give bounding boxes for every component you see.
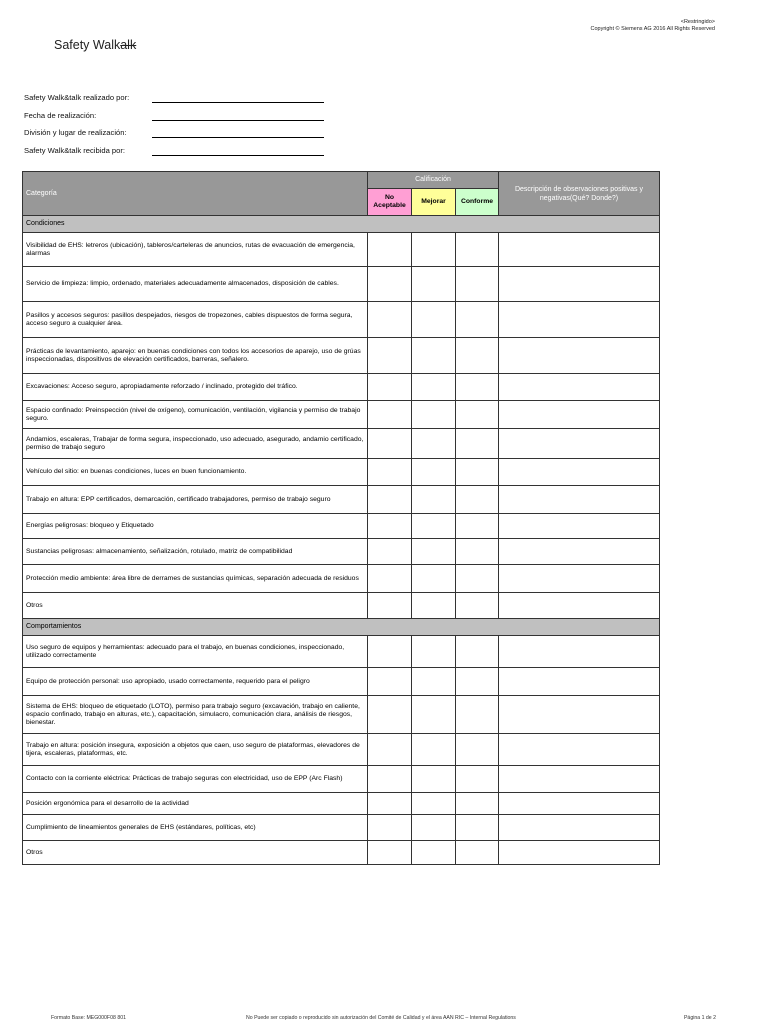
document-header-right	[590, 19, 715, 33]
rating-cell-conforme[interactable]	[456, 636, 499, 668]
classification-label: <Restringido>	[680, 19, 715, 25]
rating-cell-conforme[interactable]	[456, 539, 499, 565]
rating-cell-conforme[interactable]	[456, 766, 499, 793]
signature-line[interactable]	[152, 137, 324, 138]
item-description: Pasillos y accesos seguros: pasillos despejados, riesgos de tropezones, cables dispuestos de forma segura, acceso seguro a cualquier área.	[23, 302, 368, 338]
rating-cell-no-aceptable[interactable]	[368, 514, 412, 539]
observation-cell[interactable]	[499, 815, 660, 841]
footer-notice: No Puede ser copiado o reproducido sin autorización del Comité de Calidad y el área AAN RIC – Internal Regulations	[246, 1015, 516, 1021]
signature-line[interactable]	[152, 102, 324, 103]
observation-cell[interactable]	[499, 302, 660, 338]
rating-cell-no-aceptable[interactable]	[368, 766, 412, 793]
header-category: Categoría	[23, 172, 368, 216]
item-description: Servicio de limpieza: limpio, ordenado, materiales adecuadamente almacenados, disposición de cables.	[23, 267, 368, 302]
rating-cell-mejorar[interactable]	[412, 486, 456, 514]
rating-cell-mejorar[interactable]	[412, 429, 456, 459]
table-row	[23, 815, 660, 841]
rating-cell-conforme[interactable]	[456, 486, 499, 514]
rating-cell-no-aceptable[interactable]	[368, 429, 412, 459]
header-mejorar: Mejorar	[412, 189, 456, 216]
item-description: Contacto con la corriente eléctrica: Prácticas de trabajo seguras con electricidad, uso de EPP (Arc Flash)	[23, 766, 368, 793]
table-row	[23, 734, 660, 766]
item-description: Otros	[23, 841, 368, 865]
header-rating: Calificación	[368, 172, 499, 189]
rating-cell-mejorar[interactable]	[412, 565, 456, 593]
observation-cell[interactable]	[499, 374, 660, 401]
rating-cell-conforme[interactable]	[456, 841, 499, 865]
section-row	[23, 216, 660, 233]
item-description: Posición ergonómica para el desarrollo de la actividad	[23, 793, 368, 815]
rating-cell-no-aceptable[interactable]	[368, 668, 412, 696]
header-description: Descripción de observaciones positivas y negativas(Qué? Donde?)	[499, 172, 660, 216]
field-label: Safety Walk&talk realizado por:	[24, 93, 130, 102]
observation-cell[interactable]	[499, 267, 660, 302]
observation-cell[interactable]	[499, 766, 660, 793]
rating-cell-mejorar[interactable]	[412, 401, 456, 429]
rating-cell-no-aceptable[interactable]	[368, 841, 412, 865]
rating-cell-mejorar[interactable]	[412, 514, 456, 539]
table-row	[23, 841, 660, 865]
table-row	[23, 696, 660, 734]
observation-cell[interactable]	[499, 734, 660, 766]
table-row	[23, 401, 660, 429]
item-description: Protección medio ambiente: área libre de derrames de sustancias químicas, separación adecuada de residuos	[23, 565, 368, 593]
title-struck: alk	[120, 38, 137, 52]
rating-cell-no-aceptable[interactable]	[368, 565, 412, 593]
rating-cell-no-aceptable[interactable]	[368, 486, 412, 514]
rating-cell-conforme[interactable]	[456, 267, 499, 302]
rating-cell-no-aceptable[interactable]	[368, 374, 412, 401]
header-no-aceptable: No Aceptable	[368, 189, 412, 216]
observation-cell[interactable]	[499, 696, 660, 734]
rating-cell-no-aceptable[interactable]	[368, 793, 412, 815]
observation-cell[interactable]	[499, 514, 660, 539]
rating-cell-conforme[interactable]	[456, 459, 499, 486]
observation-cell[interactable]	[499, 233, 660, 267]
item-description: Andamios, escaleras, Trabajar de forma segura, inspeccionado, uso adecuado, asegurado, andamio certificado, permiso de trabajo seguro	[23, 429, 368, 459]
rating-cell-mejorar[interactable]	[412, 374, 456, 401]
rating-cell-conforme[interactable]	[456, 565, 499, 593]
rating-cell-no-aceptable[interactable]	[368, 696, 412, 734]
rating-cell-conforme[interactable]	[456, 668, 499, 696]
copyright-notice: Copyright © Siemens AG 2016 All Rights Reserved	[590, 26, 715, 32]
rating-cell-mejorar[interactable]	[412, 302, 456, 338]
checklist-table	[22, 171, 660, 865]
field-label: Safety Walk&talk recibida por:	[24, 146, 126, 156]
table-row	[23, 668, 660, 696]
rating-cell-mejorar[interactable]	[412, 841, 456, 865]
table-row	[23, 338, 660, 374]
table-row	[23, 636, 660, 668]
rating-cell-mejorar[interactable]	[412, 793, 456, 815]
table-row	[23, 565, 660, 593]
rating-cell-no-aceptable[interactable]	[368, 401, 412, 429]
table-row	[23, 766, 660, 793]
observation-cell[interactable]	[499, 459, 660, 486]
rating-cell-no-aceptable[interactable]	[368, 459, 412, 486]
observation-cell[interactable]	[499, 429, 660, 459]
table-row	[23, 302, 660, 338]
rating-cell-mejorar[interactable]	[412, 815, 456, 841]
observation-cell[interactable]	[499, 338, 660, 374]
rating-cell-mejorar[interactable]	[412, 459, 456, 486]
page-title	[54, 38, 136, 52]
rating-cell-conforme[interactable]	[456, 815, 499, 841]
rating-cell-mejorar[interactable]	[412, 338, 456, 374]
rating-cell-conforme[interactable]	[456, 696, 499, 734]
rating-cell-no-aceptable[interactable]	[368, 302, 412, 338]
rating-cell-conforme[interactable]	[456, 401, 499, 429]
table-row	[23, 233, 660, 267]
rating-cell-mejorar[interactable]	[412, 668, 456, 696]
field-label: División y lugar de realización:	[24, 128, 127, 138]
item-description: Otros	[23, 593, 368, 619]
field-label: Fecha de realización:	[24, 110, 97, 120]
rating-cell-no-aceptable[interactable]	[368, 734, 412, 766]
observation-cell[interactable]	[499, 486, 660, 514]
item-description: Trabajo en altura: EPP certificados, demarcación, certificado trabajadores, permiso de trabajo seguro	[23, 486, 368, 514]
rating-cell-conforme[interactable]	[456, 302, 499, 338]
table-row	[23, 374, 660, 401]
table-row	[23, 459, 660, 486]
rating-cell-mejorar[interactable]	[412, 233, 456, 267]
rating-cell-mejorar[interactable]	[412, 766, 456, 793]
rating-cell-mejorar[interactable]	[412, 636, 456, 668]
observation-cell[interactable]	[499, 668, 660, 696]
item-description: Cumplimiento de lineamientos generales de EHS (estándares, políticas, etc)	[23, 815, 368, 841]
observation-cell[interactable]	[499, 565, 660, 593]
table-row	[23, 539, 660, 565]
footer-page-number: Página 1 de 2	[683, 1015, 716, 1021]
table-row	[23, 593, 660, 619]
item-description: Excavaciones: Acceso seguro, apropiadamente reforzado / inclinado, protegido del tráfico.	[23, 374, 368, 401]
table-row	[23, 267, 660, 302]
rating-cell-mejorar[interactable]	[412, 734, 456, 766]
rating-cell-no-aceptable[interactable]	[368, 338, 412, 374]
rating-cell-conforme[interactable]	[456, 374, 499, 401]
section-title: Comportamientos	[23, 619, 660, 636]
rating-cell-mejorar[interactable]	[412, 696, 456, 734]
rating-cell-mejorar[interactable]	[412, 539, 456, 565]
footer-form-code: Formato Base: MEG000F08 801	[51, 1015, 126, 1021]
rating-cell-conforme[interactable]	[456, 338, 499, 374]
rating-cell-mejorar[interactable]	[412, 593, 456, 619]
rating-cell-no-aceptable[interactable]	[368, 593, 412, 619]
item-description: Visibilidad de EHS: letreros (ubicación), tableros/carteleras de anuncios, rutas de evacuación de emergencia, alarmas	[23, 233, 368, 267]
rating-cell-conforme[interactable]	[456, 593, 499, 619]
item-description: Trabajo en altura: posición insegura, exposición a objetos que caen, uso seguro de plataformas, elevadores de tijera, escaleras, plataformas, etc.	[23, 734, 368, 766]
table-row	[23, 514, 660, 539]
rating-cell-no-aceptable[interactable]	[368, 636, 412, 668]
rating-cell-conforme[interactable]	[456, 514, 499, 539]
rating-cell-conforme[interactable]	[456, 734, 499, 766]
table-row	[23, 793, 660, 815]
rating-cell-no-aceptable[interactable]	[368, 815, 412, 841]
item-description: Espacio confinado: Preinspección (nivel de oxígeno), comunicación, ventilación, vigilancia y permiso de trabajo seguro.	[23, 401, 368, 429]
title-main: Safety Walk	[54, 38, 121, 52]
item-description: Uso seguro de equipos y herramientas: adecuado para el trabajo, en buenas condiciones, inspeccionado, utilizado correctamente	[23, 636, 368, 668]
observation-cell[interactable]	[499, 401, 660, 429]
item-description: Vehículo del sitio: en buenas condiciones, luces en buen funcionamiento.	[23, 459, 368, 486]
rating-cell-no-aceptable[interactable]	[368, 539, 412, 565]
header-conforme: Conforme	[456, 189, 499, 216]
table-row	[23, 429, 660, 459]
signature-line[interactable]	[152, 120, 324, 121]
rating-cell-no-aceptable[interactable]	[368, 233, 412, 267]
item-description: Equipo de protección personal: uso apropiado, usado correctamente, requerido para el peligro	[23, 668, 368, 696]
section-row	[23, 619, 660, 636]
rating-cell-conforme[interactable]	[456, 233, 499, 267]
observation-cell[interactable]	[499, 539, 660, 565]
observation-cell[interactable]	[499, 593, 660, 619]
item-description: Energías peligrosas: bloqueo y Etiquetado	[23, 514, 368, 539]
section-title: Condiciones	[23, 216, 660, 233]
observation-cell[interactable]	[499, 841, 660, 865]
item-description: Sistema de EHS: bloqueo de etiquetado (LOTO), permiso para trabajo seguro (excavación, trabajo en caliente, espacio confinado, trabajo en alturas, etc.), capacitación, simulacro, comunicación clara, análisis de riesgos, bienestar.	[23, 696, 368, 734]
rating-cell-conforme[interactable]	[456, 429, 499, 459]
signature-line[interactable]	[152, 155, 324, 156]
observation-cell[interactable]	[499, 636, 660, 668]
item-description: Prácticas de levantamiento, aparejo: en buenas condiciones con todos los accesorios de aparejo, uso de grúas inspeccionadas, dispositivos de elevación certificados, barreras, señalero.	[23, 338, 368, 374]
rating-cell-no-aceptable[interactable]	[368, 267, 412, 302]
table-row	[23, 486, 660, 514]
observation-cell[interactable]	[499, 793, 660, 815]
rating-cell-mejorar[interactable]	[412, 267, 456, 302]
rating-cell-conforme[interactable]	[456, 793, 499, 815]
item-description: Sustancias peligrosas: almacenamiento, señalización, rotulado, matriz de compatibilidad	[23, 539, 368, 565]
